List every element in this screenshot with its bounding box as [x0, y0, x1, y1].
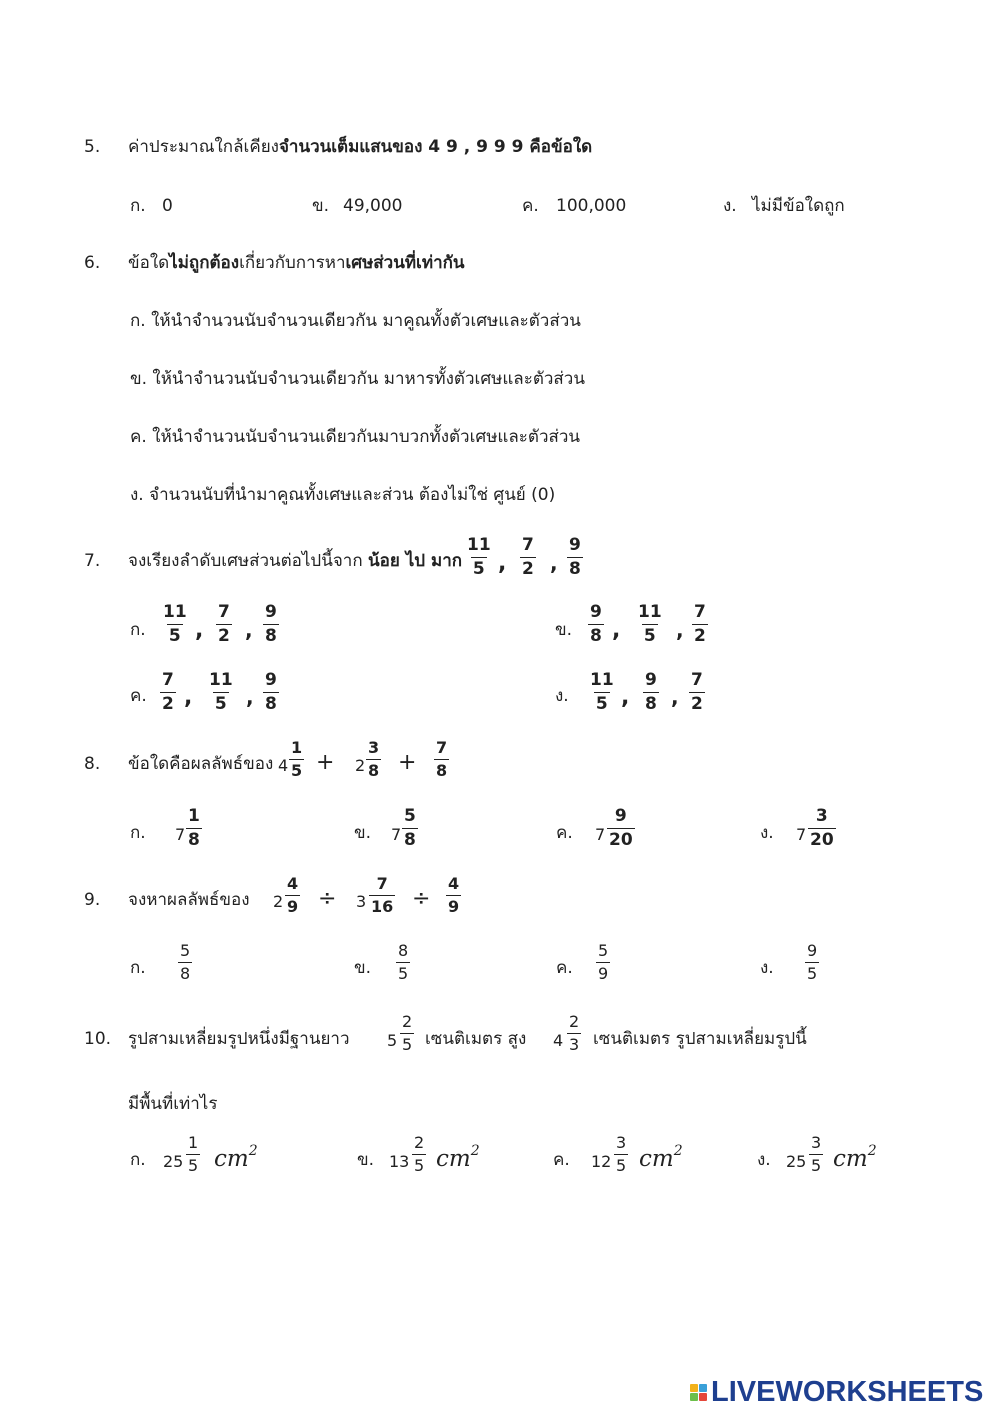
q8-a-fraction: $\frac{1}{8}$: [188, 806, 200, 850]
q10-choice-c-label: ค.: [553, 1150, 570, 1170]
q10-base-fraction: $\frac{2}{5}$: [402, 1012, 413, 1054]
q10-d-whole: 25: [786, 1152, 807, 1171]
q7-stem-comma-1: ,: [498, 551, 507, 576]
q10-a-fraction: $\frac{1}{5}$: [188, 1133, 199, 1175]
q10-text-a: รูปสามเหลี่ยมรูปหนึ่งมีฐานยาว: [128, 1029, 350, 1049]
q5-choice-c-value: 100,000: [556, 196, 627, 216]
q9-mixed-2-fraction: $\frac{7}{16}$: [371, 874, 394, 916]
q9-choice-d-label: ง.: [760, 958, 774, 978]
q8-choice-b-label: ข.: [354, 823, 372, 843]
q7-a-comma-2: ,: [245, 618, 253, 642]
q7-d-comma-2: ,: [671, 685, 679, 709]
q7-stem-comma-2: ,: [550, 551, 558, 575]
q6-choice-a: ก. ให้นำจำนวนนับจำนวนเดียวกัน มาคูณทั้งตัวเศษและตัวส่วน: [130, 311, 581, 331]
q7-a-fraction-1: $\frac{11}{5}$: [163, 602, 187, 646]
q9-a-fraction: $\frac{5}{8}$: [180, 941, 191, 983]
q10-b-whole: 13: [389, 1152, 410, 1171]
q9-mixed-1-whole: 2: [273, 892, 284, 911]
q9-c-fraction: $\frac{5}{9}$: [598, 941, 609, 983]
q7-c-comma-2: ,: [246, 685, 254, 709]
q7-stem-fraction-2: $\frac{7}{2}$: [522, 535, 534, 579]
q7-choice-c-label: ค.: [130, 686, 147, 706]
q7-choice-d-label: ง.: [555, 686, 569, 706]
q8-plus-1: +: [316, 750, 335, 775]
q10-c-whole: 12: [591, 1152, 612, 1171]
q10-c-unit: $cm^2$: [639, 1143, 683, 1172]
q10-d-fraction: $\frac{3}{5}$: [811, 1133, 822, 1175]
q10-text-c: เซนติเมตร รูปสามเหลี่ยมรูปนี้: [593, 1029, 807, 1049]
q10-choice-b-label: ข.: [357, 1150, 375, 1170]
q7-d-fraction-1: $\frac{11}{5}$: [590, 670, 614, 714]
q9-choice-a-label: ก.: [130, 958, 146, 978]
logo-text: LIVEWORKSHEETS: [711, 1376, 984, 1408]
q7-text-a: จงเรียงลำดับเศษส่วนต่อไปนี้จาก: [128, 551, 363, 571]
q5-choice-d-value: ไม่มีข้อใดถูก: [752, 196, 845, 216]
q10-d-unit: $cm^2$: [833, 1143, 877, 1172]
q9-divide-1: ÷: [318, 886, 337, 911]
q10-base-whole: 5: [387, 1031, 398, 1050]
q8-mixed-2-whole: 2: [355, 756, 366, 775]
q10-number: 10.: [84, 1029, 112, 1049]
q9-fraction-3: $\frac{4}{9}$: [448, 874, 460, 916]
q10-a-whole: 25: [163, 1152, 184, 1171]
q8-mixed-1-fraction: $\frac{1}{5}$: [291, 738, 303, 780]
q9-choice-c-label: ค.: [556, 958, 573, 978]
q10-height-whole: 4: [553, 1031, 564, 1050]
q7-b-fraction-1: $\frac{9}{8}$: [590, 602, 602, 646]
q5-choice-b-label: ข.: [312, 196, 330, 216]
q6-choice-c: ค. ให้นำจำนวนนับจำนวนเดียวกันมาบวกทั้งตัวเศษและตัวส่วน: [130, 427, 581, 447]
q10-choice-a-label: ก.: [130, 1150, 146, 1170]
q7-c-fraction-2: $\frac{11}{5}$: [209, 670, 233, 714]
q8-d-fraction: $\frac{3}{20}$: [810, 806, 834, 850]
q5-choice-d-label: ง.: [723, 196, 737, 216]
q5-choice-a-label: ก.: [130, 196, 146, 216]
q6-choice-b: ข. ให้นำจำนวนนับจำนวนเดียวกัน มาหารทั้งตัวเศษและตัวส่วน: [130, 369, 585, 389]
q10-choice-d-label: ง.: [757, 1150, 771, 1170]
q8-b-fraction: $\frac{5}{8}$: [404, 806, 416, 850]
q5-text-a: ค่าประมาณใกล้เคียง: [128, 137, 279, 157]
q8-mixed-1-whole: 4: [278, 756, 289, 775]
q7-b-fraction-3: $\frac{7}{2}$: [694, 602, 706, 646]
q9-mixed-1-fraction: $\frac{4}{9}$: [287, 874, 299, 916]
q8-b-whole: 7: [391, 825, 402, 844]
q7-d-comma-1: ,: [621, 685, 630, 710]
q7-a-fraction-3: $\frac{9}{8}$: [265, 602, 277, 646]
q10-c-fraction: $\frac{3}{5}$: [616, 1133, 627, 1175]
q6-number: 6.: [84, 253, 101, 273]
liveworksheets-logo: [690, 1376, 983, 1409]
q10-height-fraction: $\frac{2}{3}$: [569, 1012, 580, 1054]
q6-text-a: ข้อใด: [128, 253, 170, 273]
q10-b-fraction: $\frac{2}{5}$: [414, 1133, 425, 1175]
q7-c-fraction-1: $\frac{7}{2}$: [162, 670, 174, 714]
q9-mixed-2-whole: 3: [356, 892, 367, 911]
q7-a-fraction-2: $\frac{7}{2}$: [218, 602, 230, 646]
q9-b-fraction: $\frac{8}{5}$: [398, 941, 409, 983]
q10-a-unit: $cm^2$: [214, 1143, 258, 1172]
q8-choice-c-label: ค.: [556, 823, 573, 843]
q9-question: จงหาผลลัพธ์ของ: [128, 890, 250, 910]
q8-a-whole: 7: [175, 825, 186, 844]
q9-divide-2: ÷: [412, 886, 431, 911]
q7-text-b: น้อย ไป มาก: [368, 551, 463, 571]
q10-b-unit: $cm^2$: [436, 1143, 480, 1172]
q7-choice-b-label: ข.: [555, 620, 573, 640]
q8-c-whole: 7: [595, 825, 606, 844]
q6-question: [128, 255, 465, 272]
q8-mixed-2-fraction: $\frac{3}{8}$: [368, 738, 380, 780]
q7-question: [128, 553, 462, 570]
q7-c-comma-1: ,: [184, 685, 193, 710]
q7-d-fraction-2: $\frac{9}{8}$: [645, 670, 657, 714]
q5-question: [128, 139, 592, 156]
q8-question: ข้อใดคือผลลัพธ์ของ: [128, 754, 274, 774]
q8-fraction-3: $\frac{7}{8}$: [436, 738, 448, 780]
q10-text-b: เซนติเมตร สูง: [425, 1029, 527, 1049]
q7-d-fraction-3: $\frac{7}{2}$: [691, 670, 703, 714]
q8-number: 8.: [84, 754, 101, 774]
logo-mark-icon: [690, 1384, 707, 1401]
q9-d-fraction: $\frac{9}{5}$: [807, 941, 818, 983]
q7-b-fraction-2: $\frac{11}{5}$: [638, 602, 662, 646]
q9-number: 9.: [84, 890, 101, 910]
q7-c-fraction-3: $\frac{9}{8}$: [265, 670, 277, 714]
q7-stem-fraction-1: $\frac{11}{5}$: [467, 535, 491, 579]
q5-text-b: จำนวนเต็มแสนของ 4 9 , 9 9 9 คือข้อใด: [278, 137, 593, 157]
q10-text-d: มีพื้นที่เท่าไร: [128, 1094, 218, 1114]
q6-text-c: เกี่ยวกับการหา: [239, 253, 346, 273]
q7-number: 7.: [84, 551, 101, 571]
q8-plus-2: +: [398, 750, 417, 775]
q7-stem-fraction-3: $\frac{9}{8}$: [569, 535, 581, 579]
q7-b-comma-1: ,: [612, 618, 621, 643]
q5-number: 5.: [84, 137, 101, 157]
q6-choice-d: ง. จำนวนนับที่นำมาคูณทั้งเศษและส่วน ต้องไม่ใช่ ศูนย์ (0): [130, 485, 556, 505]
q6-text-b: ไม่ถูกต้อง: [169, 253, 240, 273]
q5-choice-b-value: 49,000: [343, 196, 403, 216]
q5-choice-a-value: 0: [162, 196, 173, 216]
q8-choice-a-label: ก.: [130, 823, 146, 843]
q8-choice-d-label: ง.: [760, 823, 774, 843]
q6-text-d: เศษส่วนที่เท่ากัน: [345, 253, 465, 273]
q7-b-comma-2: ,: [676, 618, 684, 642]
q8-d-whole: 7: [796, 825, 807, 844]
q8-c-fraction: $\frac{9}{20}$: [609, 806, 633, 850]
q9-choice-b-label: ข.: [354, 958, 372, 978]
q7-choice-a-label: ก.: [130, 620, 146, 640]
q7-a-comma-1: ,: [195, 618, 204, 643]
q5-choice-c-label: ค.: [522, 196, 539, 216]
